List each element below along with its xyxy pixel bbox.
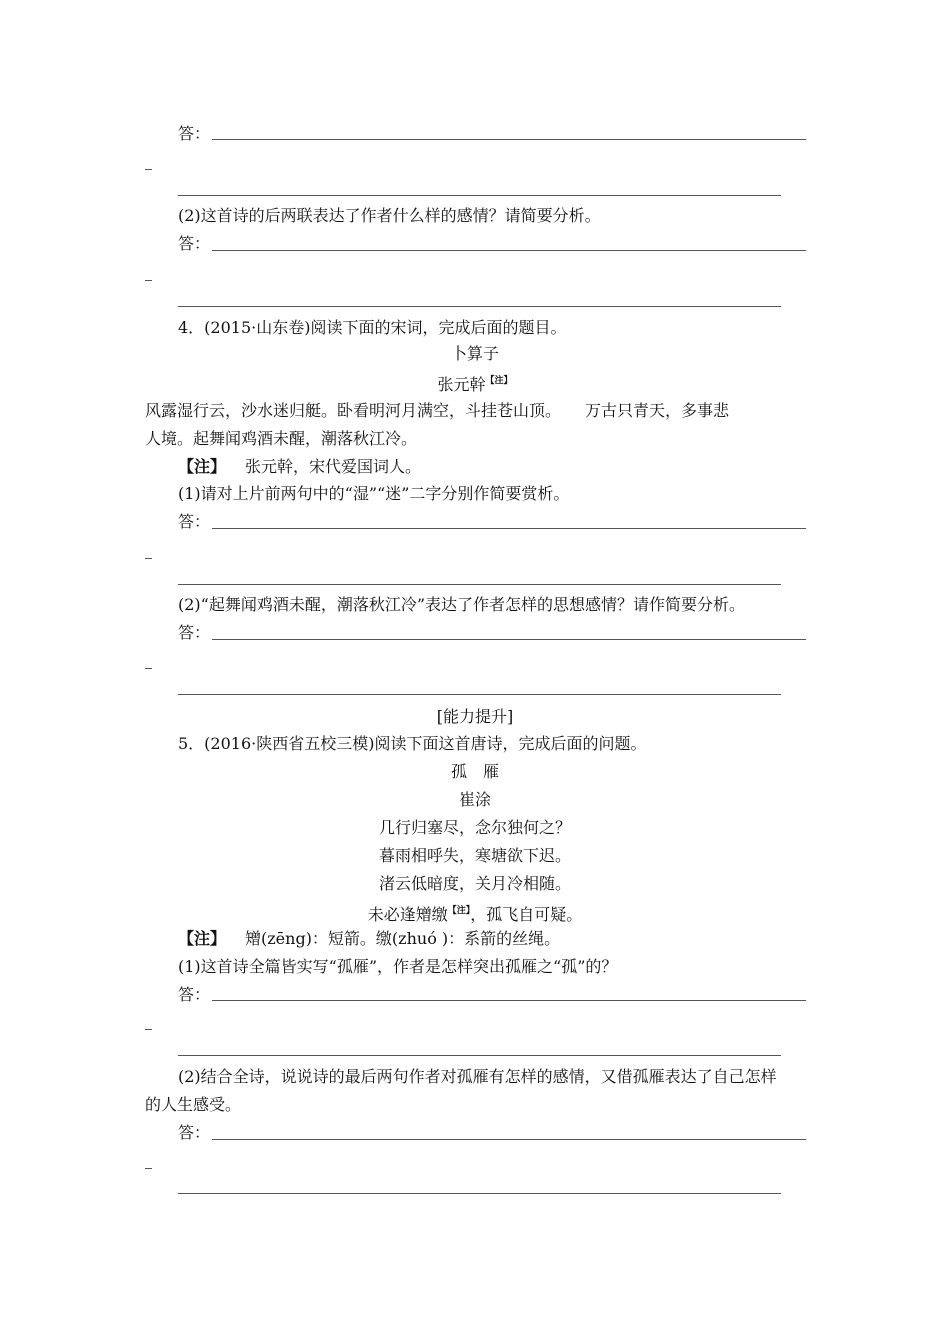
- dash-mark: [145, 1168, 152, 1169]
- question-text: (1)这首诗全篇皆实写“孤雁”，作者是怎样突出孤雁之“孤”的？: [178, 957, 618, 976]
- author-note-marker: 【注】: [485, 376, 513, 386]
- question-text: 的人生感受。: [145, 1095, 242, 1114]
- question-text: (2)这首诗的后两联表达了作者什么样的感情？请简要分析。: [178, 206, 601, 225]
- answer-line[interactable]: [178, 1193, 781, 1194]
- poem-title: 孤 雁: [450, 762, 499, 781]
- dash-mark: [145, 668, 152, 669]
- poem-line: 渚云低暗度，关月冷相随。: [378, 874, 571, 893]
- dash-mark: [145, 1029, 152, 1030]
- answer-line[interactable]: [178, 195, 781, 196]
- answer-line[interactable]: [212, 250, 806, 251]
- poem-line: 几行归塞尽，念尔独何之？: [378, 818, 571, 837]
- poem-title: 卜算子: [450, 344, 499, 363]
- note-label: 【注】: [178, 457, 227, 476]
- poem-author-line: [0, 371, 950, 395]
- answer-line[interactable]: [212, 1139, 806, 1140]
- answer-label: 答：: [178, 234, 211, 253]
- poem-author: 张元幹: [437, 375, 486, 394]
- answer-label: 答：: [178, 1123, 211, 1142]
- question-text: (2)结合全诗，说说诗的最后两句作者对孤雁有怎样的感情，又借孤雁表达了自己怎样: [178, 1067, 777, 1086]
- poem-line: [0, 901, 950, 925]
- question-header: 5．(2016·陕西省五校三模)阅读下面这首唐诗，完成后面的问题。: [178, 734, 647, 753]
- poem-line-part: ，孤飞自可疑。: [470, 905, 583, 924]
- question-text: (2)“起舞闻鸡酒未醒，潮落秋江冷”表达了作者怎样的思想感情？请作简要分析。: [178, 595, 746, 614]
- section-title: [能力提升]: [436, 707, 514, 726]
- answer-line[interactable]: [212, 1000, 806, 1001]
- answer-label: 答：: [178, 512, 211, 531]
- answer-line[interactable]: [178, 306, 781, 307]
- dash-mark: [145, 169, 152, 170]
- answer-label: 答：: [178, 985, 211, 1004]
- poem-text-line: 风露湿行云，沙水迷归艇。卧看明河月满空，斗挂苍山顶。 万古只青天，多事悲: [145, 401, 730, 420]
- answer-line[interactable]: [212, 139, 806, 140]
- poem-line: 暮雨相呼失，寒塘欲下迟。: [378, 846, 571, 865]
- dash-mark: [145, 280, 152, 281]
- poem-line-part: 未必逢矰缴: [367, 905, 448, 924]
- dash-mark: [145, 558, 152, 559]
- answer-line[interactable]: [212, 528, 806, 529]
- poem-author: 崔涂: [458, 790, 491, 809]
- answer-line[interactable]: [178, 1055, 781, 1056]
- note-label: 【注】: [178, 929, 227, 948]
- question-header: 4．(2015·山东卷)阅读下面的宋词，完成后面的题目。: [178, 318, 567, 337]
- question-text: (1)请对上片前两句中的“湿”“迷”二字分别作简要赏析。: [178, 484, 570, 503]
- answer-line[interactable]: [178, 584, 781, 585]
- answer-line[interactable]: [178, 694, 781, 695]
- note-text: 张元幹，宋代爱国词人。: [245, 457, 422, 476]
- answer-line[interactable]: [212, 639, 806, 640]
- answer-label: 答：: [178, 623, 211, 642]
- note-text: 矰(zēng)：短箭。缴(zhuó )：系箭的丝绳。: [245, 929, 561, 948]
- poem-text-line: 人境。起舞闻鸡酒未醒，潮落秋江冷。: [145, 429, 418, 448]
- note-marker: 【注】: [447, 906, 471, 916]
- answer-label: 答：: [178, 124, 211, 143]
